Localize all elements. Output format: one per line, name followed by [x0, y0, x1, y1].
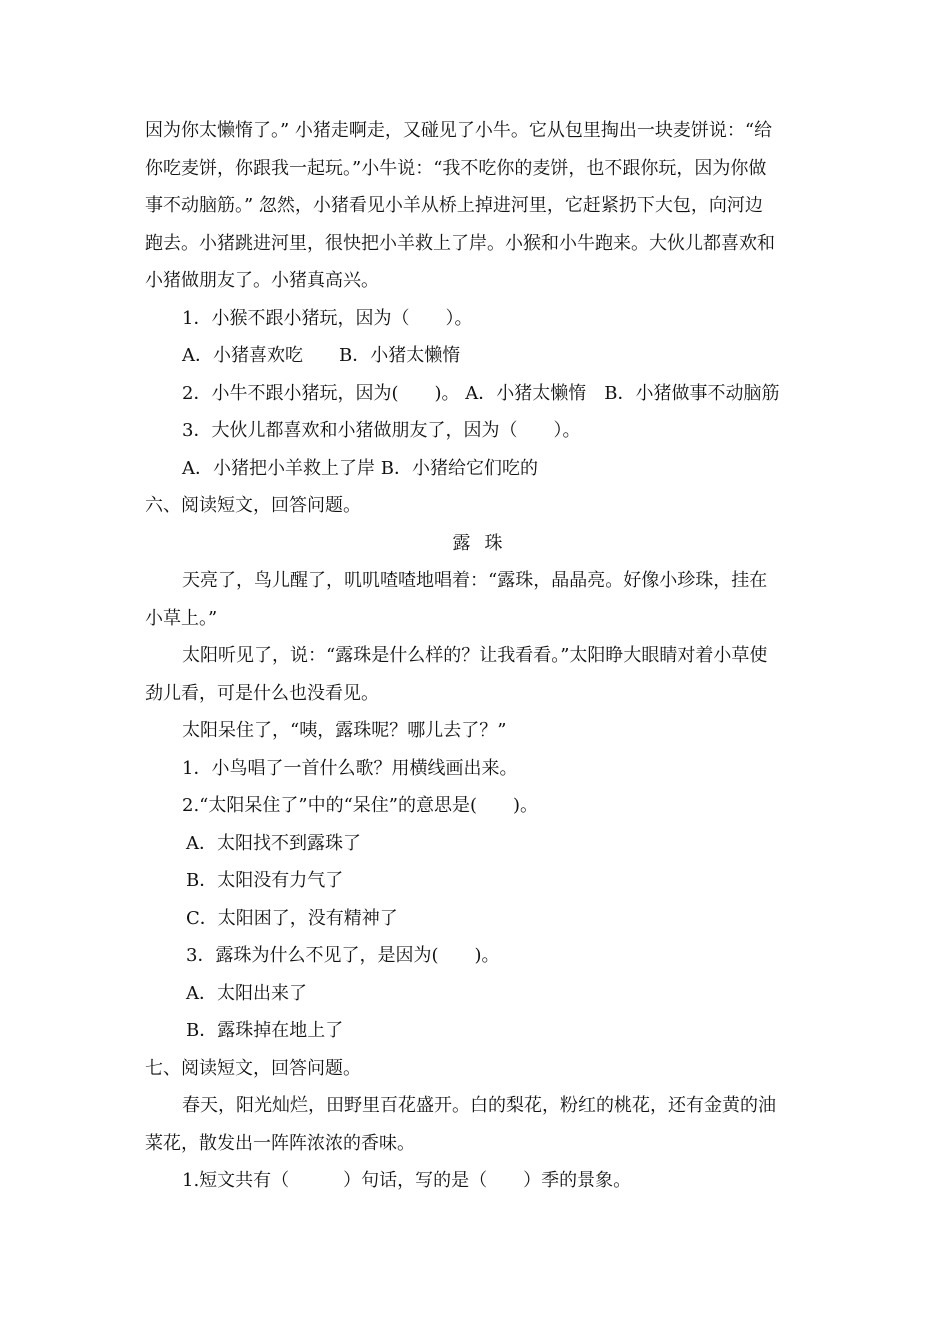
document-page: [145, 112, 810, 1200]
section6-para3-line1: 太阳呆住了，“咦，露珠呢？哪儿去了？”: [182, 720, 507, 741]
section6-option-a: A．太阳找不到露珠了: [186, 832, 361, 854]
section7-para-line2: 菜花，散发出一阵阵浓浓的香味。: [145, 1132, 415, 1154]
section7-questions: [145, 1162, 810, 1200]
section6-passage: [145, 562, 810, 750]
story1-text: [145, 112, 810, 300]
story1-question-3: 3．大伙儿都喜欢和小猪做朋友了，因为（ ）。: [182, 420, 581, 441]
section6-q3-option-a: A．太阳出来了: [186, 982, 307, 1004]
story1-question-3-options: A．小猪把小羊救上了岸 B．小猪给它们吃的: [182, 457, 538, 479]
section6-question-3: 3．露珠为什么不见了，是因为( )。: [186, 945, 500, 966]
story1-line-2: 你吃麦饼，你跟我一起玩。”小牛说：“我不吃你的麦饼，也不跟你玩，因为你做: [145, 157, 767, 179]
section7-passage: [145, 1087, 810, 1162]
section6-option-c: C．太阳困了，没有精神了: [186, 907, 398, 929]
story1-line-4: 跑去。小猪跳进河里，很快把小羊救上了岸。小猴和小牛跑来。大伙儿都喜欢和: [145, 232, 775, 254]
section6-q3-option-b: B．露珠掉在地上了: [186, 1020, 344, 1041]
story1-questions: [145, 300, 810, 488]
story1-question-2: 2．小牛不跟小猪玩，因为( )。 A．小猪太懒惰 B．小猪做事不动脑筋: [182, 382, 780, 404]
section6-heading: 六、阅读短文，回答问题。: [145, 495, 361, 516]
section7-heading: 七、阅读短文，回答问题。: [145, 1057, 361, 1079]
section6-para1-line1: 天亮了，鸟儿醒了，叽叽喳喳地唱着：“露珠，晶晶亮。好像小珍珠，挂在: [182, 570, 768, 591]
section6-para2-line1: 太阳听见了，说：“露珠是什么样的？让我看看。”太阳睁大眼睛对着小草使: [182, 645, 768, 666]
story1-question-1-options: A．小猪喜欢吃 B．小猪太懒惰: [182, 345, 461, 366]
section7-para-line1: 春天，阳光灿烂，田野里百花盛开。白的梨花，粉红的桃花，还有金黄的油: [182, 1095, 776, 1116]
section6-title: 露珠: [452, 532, 517, 554]
section6-para1-line2: 小草上。”: [145, 607, 218, 629]
story1-line-3: 事不动脑筋。” 忽然，小猪看见小羊从桥上掉进河里，它赶紧扔下大包，向河边: [145, 195, 763, 216]
section7-question-1: 1.短文共有（ ）句话，写的是（ ）季的景象。: [182, 1170, 632, 1191]
section6-question-1: 1．小鸟唱了一首什么歌？用横线画出来。: [182, 757, 518, 779]
story1-question-1: 1．小猴不跟小猪玩，因为（ ）。: [182, 307, 473, 329]
section6-option-b: B．太阳没有力气了: [186, 870, 344, 891]
section6-para2-line2: 劲儿看，可是什么也没看见。: [145, 682, 379, 704]
story1-line-5: 小猪做朋友了。小猪真高兴。: [145, 270, 379, 291]
section6-question-2: 2.“太阳呆住了”中的“呆住”的意思是( )。: [182, 795, 539, 816]
section6-questions: [145, 750, 810, 1050]
story1-line-1: 因为你太懒惰了。” 小猪走啊走，又碰见了小牛。它从包里掏出一块麦饼说：“给: [145, 120, 773, 141]
